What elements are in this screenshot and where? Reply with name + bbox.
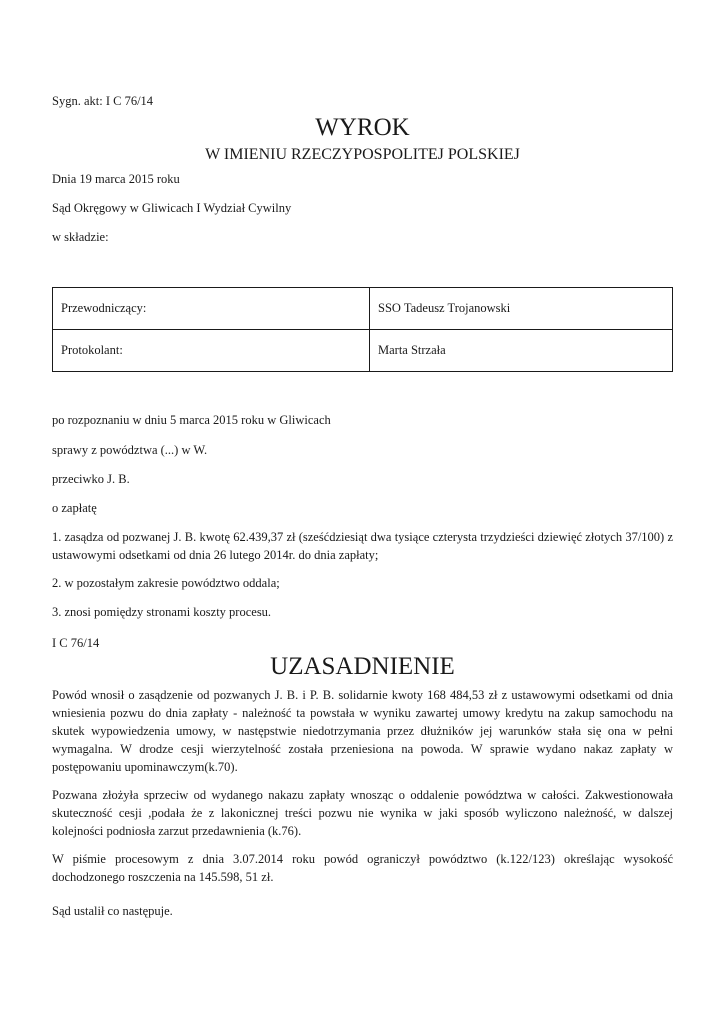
ruling-item: 3. znosi pomiędzy stronami koszty procesu. (52, 605, 272, 619)
case-reference: Sygn. akt: I C 76/14 (52, 94, 154, 108)
composition-role: Protokolant: (53, 330, 370, 372)
against-line: przeciwko J. B. (52, 472, 130, 486)
composition-intro: w składzie: (52, 230, 109, 244)
court-name: Sąd Okręgowy w Gliwicach I Wydział Cywilny (52, 201, 292, 215)
table-row (53, 288, 673, 330)
case-reference-2: I C 76/14 (52, 636, 100, 650)
justification-paragraph: W piśmie procesowym z dnia 3.07.2014 roku powód ograniczył powództwo (k.122/123) określając wysokość dochodzonego roszczenia na 145.598, 51 zł. (52, 852, 673, 884)
composition-person: SSO Tadeusz Trojanowski (370, 288, 673, 330)
justification-paragraph: Pozwana złożyła sprzeciw od wydanego nakazu zapłaty wnosząc o oddalenie powództwa w całości. Zakwestionowała skuteczność cesji ,podała że z lakonicznej treści pozwu nie wynika w jaki sposób wyliczono należność, w dalszej kolejności podniosła zarzut przedawnienia (k.76). (52, 788, 673, 838)
subject-line: o zapłatę (52, 501, 97, 515)
composition-role: Przewodniczący: (53, 288, 370, 330)
ruling-item: 2. w pozostałym zakresie powództwo oddala; (52, 576, 280, 590)
composition-person: Marta Strzała (370, 330, 673, 372)
judgment-subtitle: W IMIENIU RZECZYPOSPOLITEJ POLSKIEJ (205, 146, 520, 163)
date-line: Dnia 19 marca 2015 roku (52, 172, 180, 186)
judgment-title: WYROK (315, 114, 410, 141)
justification-paragraph: Sąd ustalił co następuje. (52, 904, 173, 918)
ruling-item: 1. zasądza od pozwanej J. B. kwotę 62.439,37 zł (sześćdziesiąt dwa tysiące czterysta trzydzieści dziewięć złotych 37/100) z ustawowymi odsetkami od dnia 26 lutego 2014r. do dnia zapłaty; (52, 530, 673, 562)
claim-line: sprawy z powództwa (...) w W. (52, 443, 208, 457)
hearing-line: po rozpoznaniu w dniu 5 marca 2015 roku w Gliwicach (52, 413, 331, 427)
table-row (53, 330, 673, 372)
justification-paragraph: Powód wnosił o zasądzenie od pozwanych J. B. i P. B. solidarnie kwoty 168 484,53 zł z ustawowymi odsetkami od dnia wniesienia pozwu do dnia zapłaty - należność ta powstała w wyniku zawartej umowy kredytu na zakup samochodu na skutek wypowiedzenia umowy, w następstwie niedotrzymania przez dłużników jej warunków stała się ona w pełni wymagalna. W drodze cesji wierzytelność została przeniesiona na powoda. W sprawie wydano nakaz zapłaty w postępowaniu upominawczym(k.70). (52, 688, 673, 774)
composition-table (52, 287, 673, 372)
justification-title: UZASADNIENIE (270, 653, 455, 680)
